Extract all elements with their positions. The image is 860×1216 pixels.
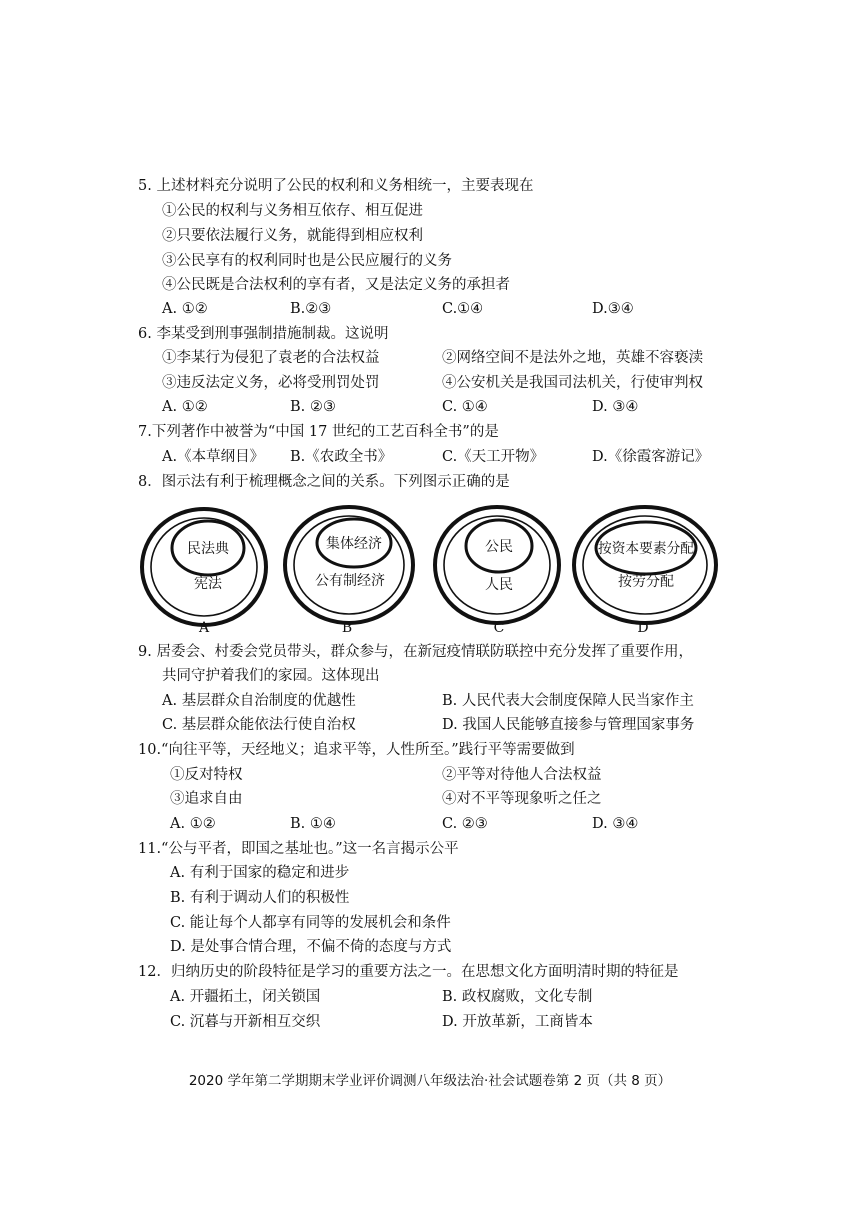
question-11-stem: 11.“公与平者，即国之基址也。”这一名言揭示公平 xyxy=(138,841,459,857)
diagram-b-inner-label: 集体经济 xyxy=(326,536,382,552)
diagram-d-inner-label: 按资本要素分配 xyxy=(598,541,696,557)
diagram-d-outer-ring xyxy=(574,507,716,623)
diagram-b-letter: B xyxy=(341,620,353,636)
question-11-option-d: D. 是处事合情合理，不偏不倚的态度与方式 xyxy=(170,939,452,955)
diagram-d-middle-ring xyxy=(583,516,707,614)
question-9-option-b: B. 人民代表大会制度保障人民当家作主 xyxy=(442,693,694,709)
diagram-d-outer-label: 按劳分配 xyxy=(618,574,674,590)
diagram-c-inner-label: 公民 xyxy=(485,539,513,555)
question-5-statement-4: ④公民既是合法权利的享有者，又是法定义务的承担者 xyxy=(162,277,510,293)
question-5-option-b: B.②③ xyxy=(290,301,332,317)
diagram-b-outer-label: 公有制经济 xyxy=(315,573,385,589)
question-10-statement-3: ③追求自由 xyxy=(170,791,243,807)
diagram-c-letter: C xyxy=(493,620,505,636)
question-6-option-c: C. ①④ xyxy=(442,399,488,415)
diagram-a-outer-ring xyxy=(142,509,266,625)
question-6-stem: 6. 李某受到刑事强制措施制裁。这说明 xyxy=(138,326,389,342)
question-10-option-d: D. ③④ xyxy=(592,816,639,832)
diagram-d-letter: D xyxy=(637,620,649,636)
diagram-b-outer-ring xyxy=(285,507,413,623)
question-11-option-c: C. 能让每个人都享有同等的发展机会和条件 xyxy=(170,915,451,931)
question-10-statement-1: ①反对特权 xyxy=(170,767,243,783)
question-6-option-b: B. ②③ xyxy=(290,399,336,415)
question-5-stem: 5. 上述材料充分说明了公民的权利和义务相统一，主要表现在 xyxy=(138,178,534,194)
question-7-option-c: C.《天工开物》 xyxy=(442,449,545,465)
diagram-c-middle-ring xyxy=(444,516,550,614)
diagram-c-outer-label: 人民 xyxy=(485,577,513,593)
question-12-option-c: C. 沉暮与开新相互交织 xyxy=(170,1014,321,1030)
question-11-option-b: B. 有利于调动人们的积极性 xyxy=(170,890,350,906)
question-10-stem: 10.“向往平等，天经地义；追求平等，人性所至。”践行平等需要做到 xyxy=(138,742,575,758)
question-10-option-c: C. ②③ xyxy=(442,816,488,832)
page-footer: 2020 学年第二学期期末学业评价调测八年级法治·社会试题卷第 2 页（共 8 页） xyxy=(188,1073,672,1089)
question-6-option-d: D. ③④ xyxy=(592,399,639,415)
question-12-option-a: A. 开疆拓土，闭关锁国 xyxy=(170,989,321,1005)
question-5-option-c: C.①④ xyxy=(442,301,484,317)
question-5-option-a: A. ①② xyxy=(162,301,208,317)
question-6-statement-1: ①李某行为侵犯了袁老的合法权益 xyxy=(162,350,380,366)
question-5-statement-2: ②只要依法履行义务，就能得到相应权利 xyxy=(162,228,423,244)
question-12-option-d: D. 开放革新，工商皆本 xyxy=(442,1014,593,1030)
diagram-c-outer-ring xyxy=(435,507,559,623)
question-6-statement-4: ④公安机关是我国司法机关，行使审判权 xyxy=(442,375,703,391)
question-5-statement-3: ③公民享有的权利同时也是公民应履行的义务 xyxy=(162,253,452,269)
diagram-a-middle-ring xyxy=(151,518,257,616)
question-7-stem: 7.下列著作中被誉为“中国 17 世纪的工艺百科全书”的是 xyxy=(138,424,499,440)
diagram-c xyxy=(435,507,559,636)
question-12-stem: 12．归纳历史的阶段特征是学习的重要方法之一。在思想文化方面明清时期的特征是 xyxy=(138,964,679,980)
question-10-statement-4: ④对不平等现象听之任之 xyxy=(442,791,602,807)
question-8-stem: 8．图示法有利于梳理概念之间的关系。下列图示正确的是 xyxy=(138,474,510,490)
question-11-option-a: A. 有利于国家的稳定和进步 xyxy=(170,865,350,881)
question-7-option-d: D.《徐霞客游记》 xyxy=(592,449,710,465)
question-7-option-b: B.《农政全书》 xyxy=(290,449,393,465)
question-9-stem-line-1: 9. 居委会、村委会党员带头，群众参与，在新冠疫情联防联控中充分发挥了重要作用， xyxy=(138,644,693,660)
question-10-statement-2: ②平等对待他人合法权益 xyxy=(442,767,602,783)
concept-diagrams xyxy=(130,500,730,640)
diagram-a xyxy=(142,509,266,636)
question-6-statement-2: ②网络空间不是法外之地，英雄不容亵渎 xyxy=(442,350,703,366)
diagram-a-outer-label: 宪法 xyxy=(194,576,222,592)
question-9-option-c: C. 基层群众能依法行使自治权 xyxy=(162,717,356,733)
diagram-a-letter: A xyxy=(198,620,210,636)
question-6-option-a: A. ①② xyxy=(162,399,208,415)
question-6-statement-3: ③违反法定义务，必将受刑罚处罚 xyxy=(162,375,380,391)
question-9-stem-line-2: 共同守护着我们的家园。这体现出 xyxy=(162,668,380,684)
question-5-option-d: D.③④ xyxy=(592,301,634,317)
diagram-d xyxy=(574,507,716,636)
question-10-option-a: A. ①② xyxy=(170,816,216,832)
question-7-option-a: A.《本草纲目》 xyxy=(162,449,265,465)
question-12-option-b: B. 政权腐败，文化专制 xyxy=(442,989,593,1005)
diagram-b xyxy=(285,507,413,636)
diagram-a-inner-label: 民法典 xyxy=(187,541,229,557)
question-5-statement-1: ①公民的权利与义务相互依存、相互促进 xyxy=(162,203,423,219)
question-10-option-b: B. ①④ xyxy=(290,816,336,832)
question-9-option-a: A. 基层群众自治制度的优越性 xyxy=(162,693,356,709)
question-9-option-d: D. 我国人民能够直接参与管理国家事务 xyxy=(442,717,695,733)
